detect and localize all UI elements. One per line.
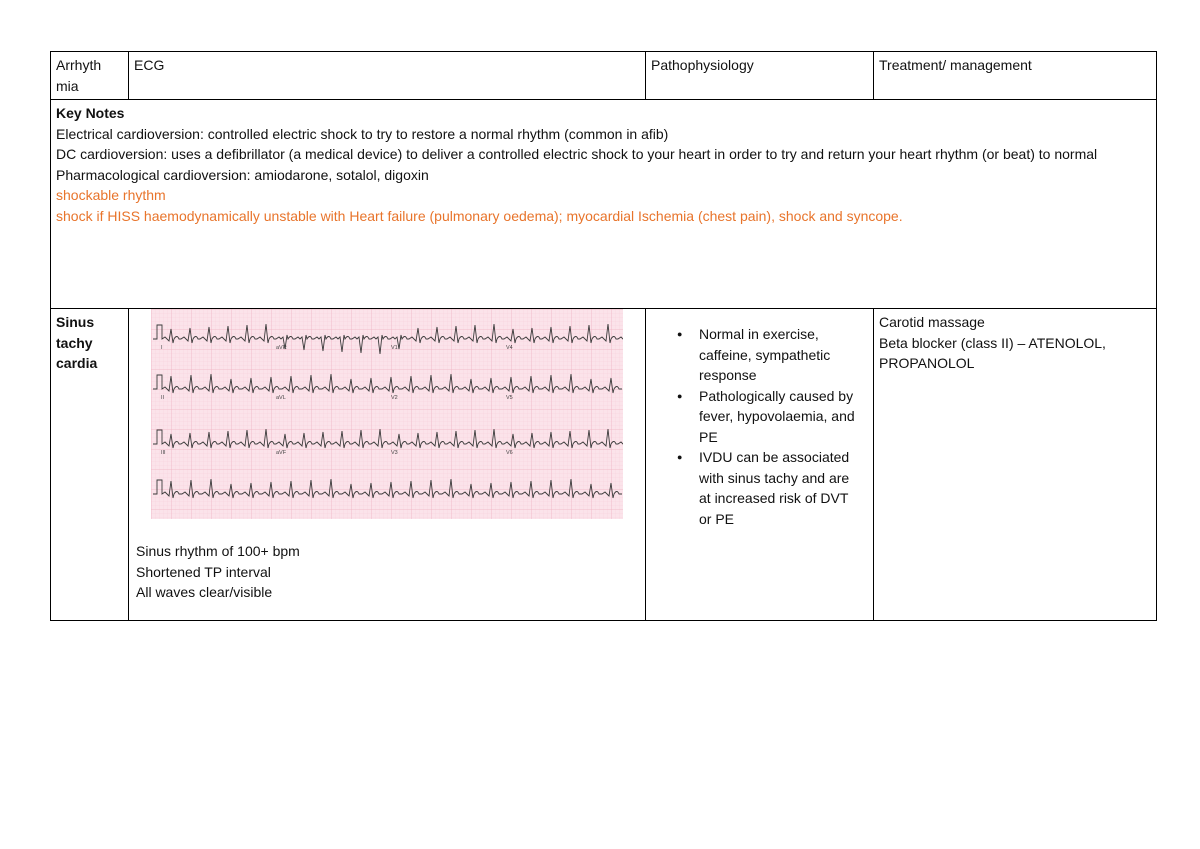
ecg-lead-label: II xyxy=(161,395,165,401)
header-arrhythmia-line2: mia xyxy=(56,77,79,94)
ecg-lead-label: III xyxy=(161,450,166,456)
ecg-lead-label: aVL xyxy=(276,395,286,401)
arrhythmia-name-line3: cardia xyxy=(56,355,98,371)
key-note-highlight: shock if HISS haemodynamically unstable with Heart failure (pulmonary oedema); myocardial Ischemia (chest pain), shock and syncope. xyxy=(56,207,903,224)
key-note-line: DC cardioversion: uses a defibrillator (a medical device) to deliver a controlled electric shock to your heart in order to try and return your heart rhythm (or beat) to normal xyxy=(56,146,1098,162)
arrhythmia-name xyxy=(51,309,129,621)
ecg-notes xyxy=(136,541,640,603)
ecg-lead-label: V3 xyxy=(391,450,398,456)
key-notes-cell xyxy=(51,100,1157,309)
treatment-cell xyxy=(874,309,1157,621)
ecg-note: Shortened TP interval xyxy=(136,563,271,580)
key-note-line: Pharmacological cardioversion: amiodarone, sotalol, digoxin xyxy=(56,166,429,183)
ecg-note: All waves clear/visible xyxy=(136,584,273,600)
ecg-image xyxy=(151,309,623,519)
pathophysiology-list xyxy=(651,324,859,529)
ecg-lead-label: aVF xyxy=(276,450,287,456)
ecg-cell xyxy=(129,309,646,621)
list-item: ● Pathologically caused by fever, hypovolaemia, and PE xyxy=(699,386,859,448)
ecg-note: Sinus rhythm of 100+ bpm xyxy=(136,543,300,559)
ecg-lead-label: aVR xyxy=(276,345,287,351)
notes-table xyxy=(50,51,1157,621)
header-arrhythmia-line1: Arrhyth xyxy=(56,57,102,73)
ecg-lead-label: V6 xyxy=(506,450,513,456)
header-pathophysiology: Pathophysiology xyxy=(646,52,874,100)
list-item: ● Normal in exercise, caffeine, sympathetic response xyxy=(699,324,859,386)
ecg-lead-label: V4 xyxy=(506,345,513,351)
header-ecg: ECG xyxy=(129,52,646,100)
ecg-strip xyxy=(151,309,623,519)
arrhythmia-name-line2: tachy xyxy=(56,334,93,351)
header-treatment: Treatment/ management xyxy=(874,52,1157,100)
header-row xyxy=(51,52,1157,100)
ecg-lead-label: V5 xyxy=(506,395,513,401)
table-row xyxy=(51,309,1157,621)
ecg-lead-label: V2 xyxy=(391,395,398,401)
key-notes-title: Key Notes xyxy=(56,105,125,121)
pathophysiology-cell xyxy=(646,309,874,621)
ecg-lead-label: I xyxy=(161,345,163,351)
list-item: ● IVDU can be associated with sinus tachy and are at increased risk of DVT or PE xyxy=(699,447,859,529)
key-note-line: Electrical cardioversion: controlled electric shock to try to restore a normal rhythm (common in afib) xyxy=(56,125,669,142)
key-notes-row xyxy=(51,100,1157,309)
arrhythmia-name-line1: Sinus xyxy=(56,314,95,330)
header-arrhythmia xyxy=(51,52,129,100)
ecg-lead-label: V1 xyxy=(391,345,398,351)
treatment-line: Carotid massage xyxy=(879,314,985,330)
treatment-line: Beta blocker (class II) – ATENOLOL, PROPANOLOL xyxy=(879,334,1106,371)
key-note-highlight: shockable rhythm xyxy=(56,187,166,203)
